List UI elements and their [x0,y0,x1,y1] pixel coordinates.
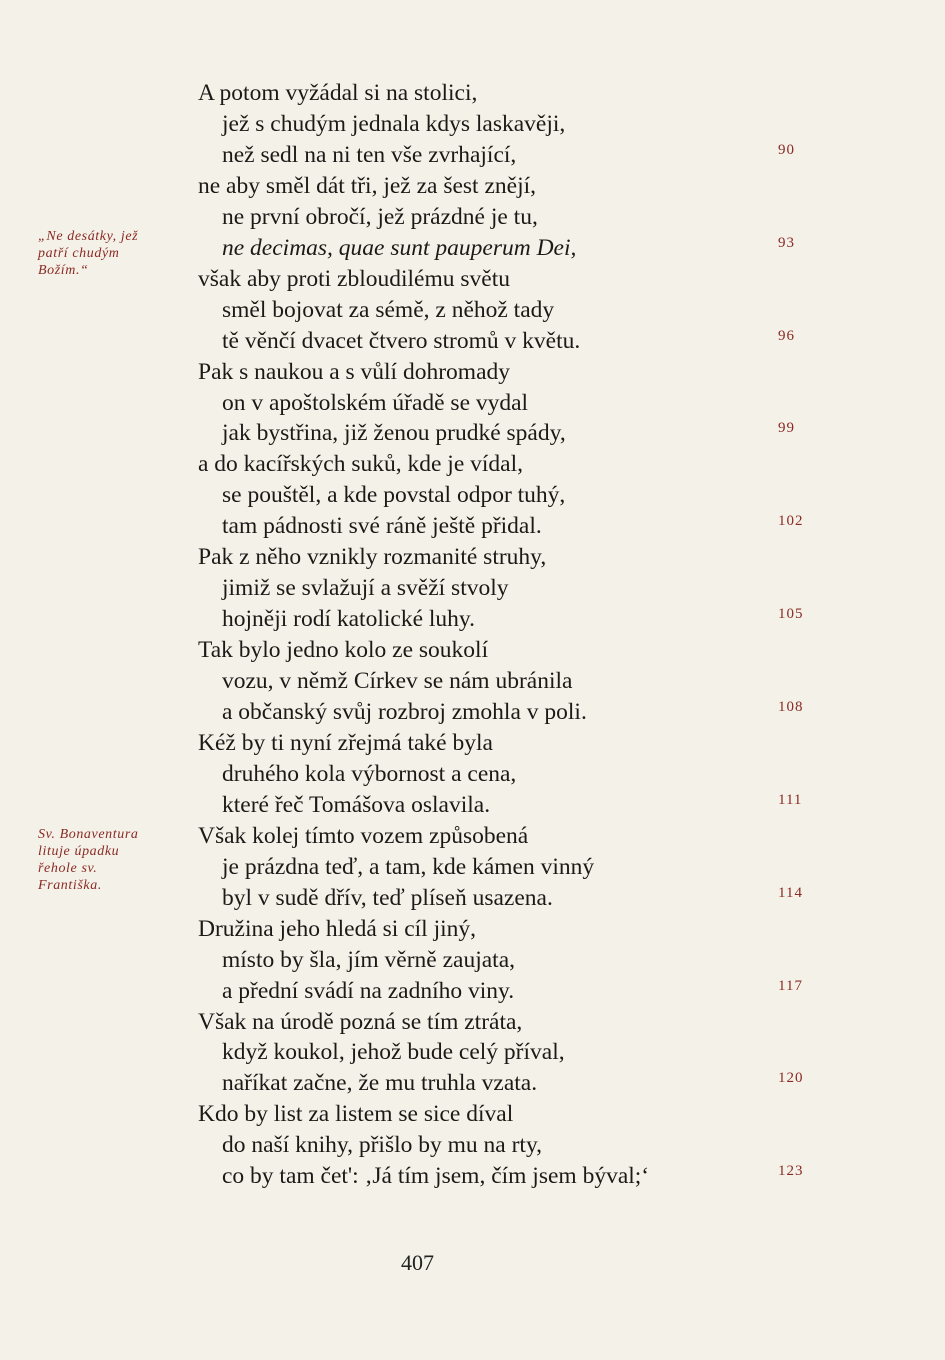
verse-line: do naší knihy, přišlo by mu na rty, [222,1132,543,1159]
verse-line: je prázdna teď, a tam, kde kámen vinný [222,853,595,880]
verse-line: on v apoštolském úřadě se vydal [222,389,529,416]
verse-line: ne decimas, quae sunt pauperum Dei, [222,234,577,261]
verse-line: když koukol, jehož bude celý příval, [222,1039,565,1066]
verse-line: Pak z něho vznikly rozmanité struhy, [198,544,547,571]
line-number: 96 [778,327,795,344]
line-number: 111 [778,791,803,808]
verse-line: A potom vyžádal si na stolici, [198,80,478,106]
verse-line: hojněji rodí katolické luhy. [222,606,476,633]
verse-line: a občanský svůj rozbroj zmohla v poli. [222,699,587,725]
verse-line: ne aby směl dát tři, jež za šest znějí, [198,172,537,199]
line-number: 108 [778,699,804,715]
verse-line: ne první obročí, jež prázdné je tu, [222,203,538,230]
margin-note-line: lituje úpadku [38,844,120,859]
margin-note-line: patří chudým [38,246,120,261]
verse-line: než sedl na ni ten vše zvrhající, [222,141,517,168]
line-number: 90 [778,141,795,158]
line-number: 102 [778,513,804,530]
verse-line: místo by šla, jím věrně zaujata, [222,946,516,973]
verse-line: druhého kola výbornost a cena, [222,760,517,787]
verse-line: vozu, v němž Církev se nám ubránila [222,668,573,695]
verse-line: Kéž by ti nyní zřejmá také byla [198,729,493,756]
verse-line: tam pádnosti své ráně ještě přidal. [222,513,542,540]
verse-line: Pak s naukou a s vůlí dohromady [198,358,510,385]
line-number: 123 [778,1163,804,1180]
verse-line: které řeč Tomášova oslavila. [222,791,491,818]
verse-line: jež s chudým jednala kdys laskavěji, [222,110,566,137]
margin-note-line: Sv. Bonaventura [38,827,139,842]
verse-line: jimiž se svlažují a svěží stvoly [222,575,509,602]
line-number: 93 [778,234,795,251]
margin-note-line: „Ne desátky, jež [38,229,139,244]
verse-line: jak bystřina, již ženou prudké spády, [222,420,566,447]
verse-line: byl v sudě dřív, teď plíseň usazena. [222,884,553,911]
verse-line: se pouštěl, a kde povstal odpor tuhý, [222,482,566,509]
verse-line: Tak bylo jedno kolo ze soukolí [198,637,489,664]
margin-note-line: Františka. [38,878,102,893]
line-number: 99 [778,420,795,437]
verse-line: směl bojovat za sémě, z něhož tady [222,296,555,323]
page-number: 407 [401,1250,434,1275]
verse-line: naříkat začne, že mu truhla vzata. [222,1070,538,1097]
verse-line: tě věnčí dvacet čtvero stromů v květu. [222,327,581,354]
margin-note [38,826,139,894]
verse-line: Družina jeho hledá si cíl jiný, [198,915,477,942]
verse-line: však aby proti zbloudilému světu [198,265,510,292]
verse-line: Však kolej tímto vozem způsobená [198,822,529,849]
verse-line: Kdo by list za listem se sice díval [198,1101,514,1128]
margin-note-line: Božím.“ [38,263,89,278]
line-number: 120 [778,1070,804,1087]
verse-line: co by tam čet': ‚Já tím jsem, čím jsem býval;‘ [222,1163,650,1190]
verse-line: Však na úrodě pozná se tím ztráta, [198,1008,523,1035]
margin-note-line: řehole sv. [38,861,98,876]
line-number: 117 [778,977,803,994]
verse-line: a do kacířských suků, kde je vídal, [198,451,523,478]
line-number: 105 [778,606,804,623]
margin-note [38,228,138,279]
line-number: 114 [778,884,803,901]
verse-line: a přední svádí na zadního viny. [222,977,515,1004]
